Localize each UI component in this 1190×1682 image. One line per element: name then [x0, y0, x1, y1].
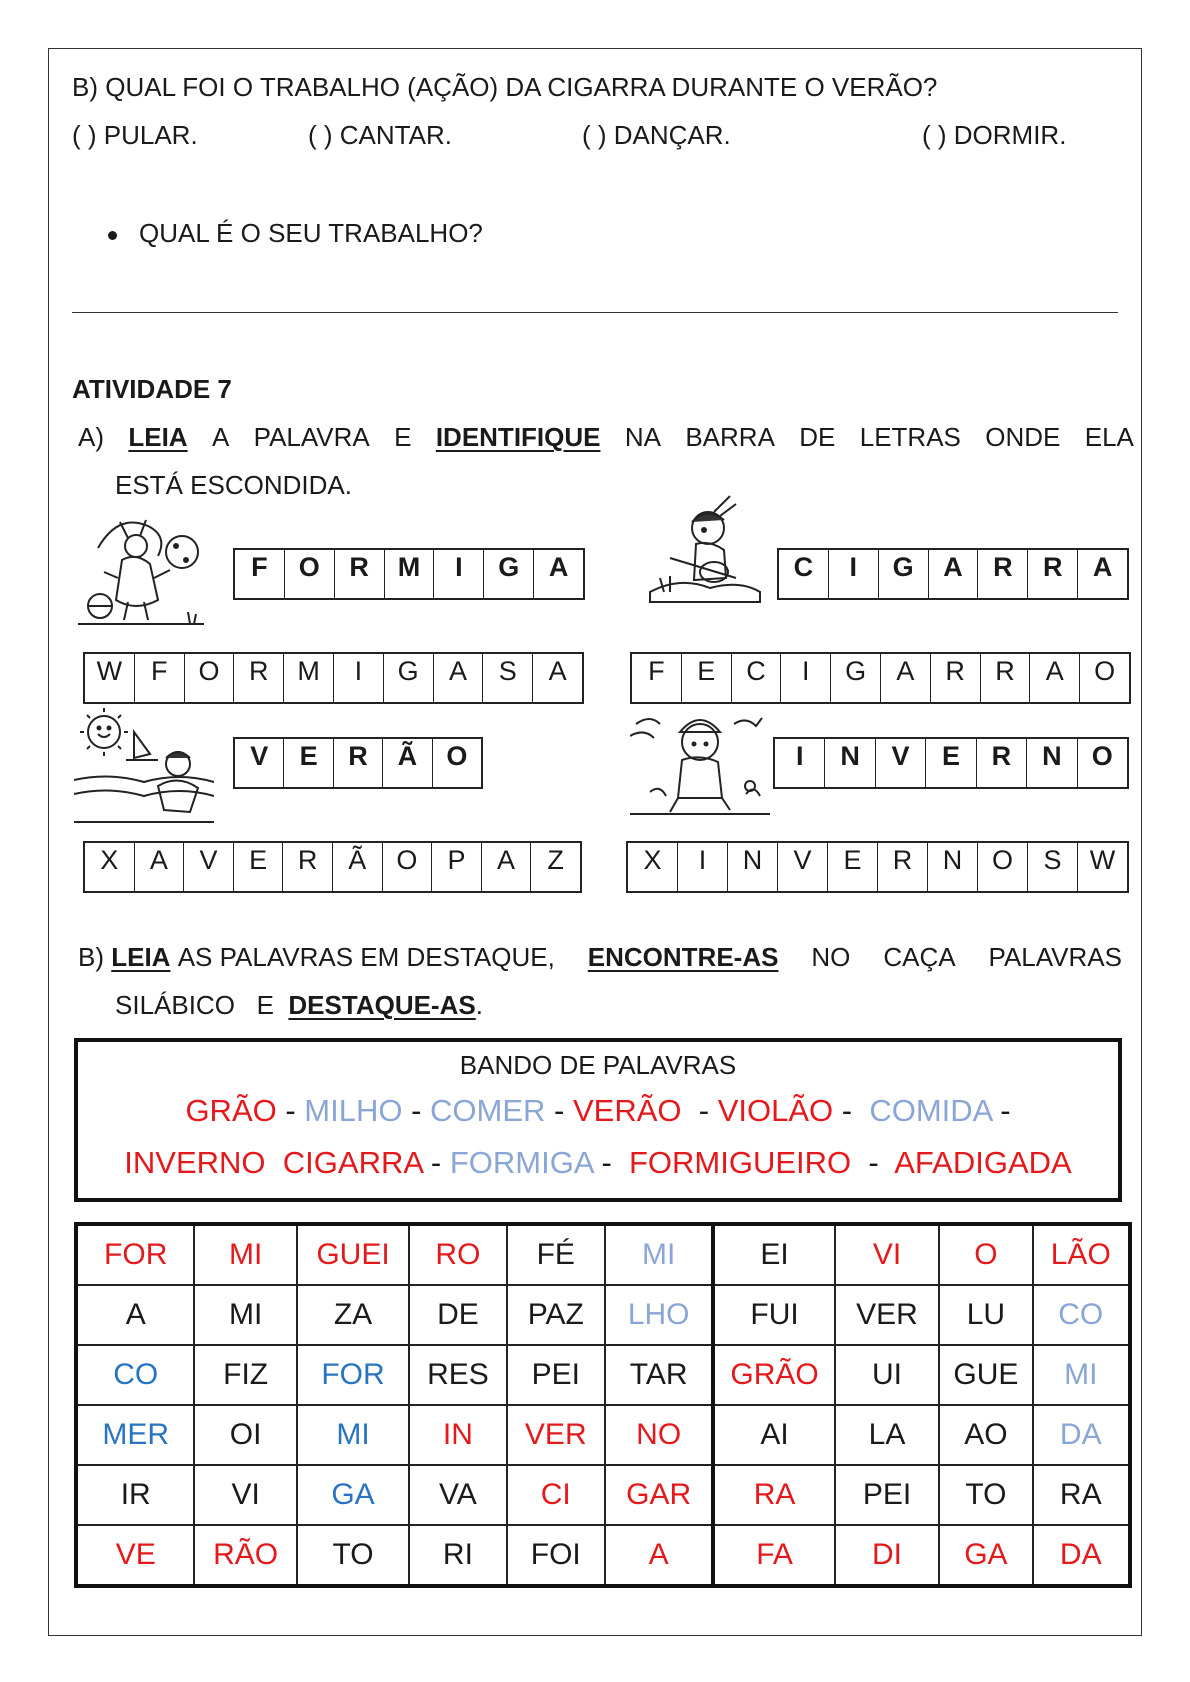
letter-cell[interactable]: O: [383, 843, 433, 891]
letter-cell[interactable]: A: [482, 843, 532, 891]
word: CAÇA: [883, 942, 956, 972]
syllable-cell[interactable]: GA: [297, 1465, 409, 1525]
syllable-cell[interactable]: VER: [835, 1285, 939, 1345]
syllable-cell[interactable]: CO: [1033, 1285, 1130, 1345]
separator: -: [422, 1145, 450, 1180]
bullet-question: [108, 218, 483, 248]
word-bank: [74, 1038, 1122, 1202]
syllable-cell[interactable]: NO: [605, 1405, 713, 1465]
syllable-grid: [74, 1222, 1132, 1588]
bank-word: MILHO: [304, 1093, 403, 1128]
syllable-cell[interactable]: FOI: [507, 1525, 605, 1586]
letter-box: G: [484, 550, 534, 598]
letter-cell[interactable]: O: [978, 843, 1028, 891]
letter-box: I: [829, 550, 879, 598]
letter-box: Ã: [383, 739, 432, 787]
letter-cell[interactable]: M: [284, 654, 334, 702]
syllable-cell[interactable]: MI: [605, 1224, 713, 1285]
cigarra-word-boxes: [777, 548, 1129, 600]
bullet-question-text: QUAL É O SEU TRABALHO?: [139, 218, 483, 248]
word: ONDE: [985, 422, 1061, 452]
syllable-cell[interactable]: AI: [713, 1405, 834, 1465]
part-a-line2: ESTÁ ESCONDIDA.: [115, 470, 352, 500]
question-b-title: B) QUAL FOI O TRABALHO (AÇÃO) DA CIGARRA DURANTE O VERÃO?: [72, 72, 938, 102]
separator: -: [681, 1093, 718, 1128]
syllable-cell[interactable]: GA: [939, 1525, 1032, 1586]
letter-cell[interactable]: V: [778, 843, 828, 891]
word: PALAVRA: [253, 422, 370, 452]
grid-row: [76, 1285, 1130, 1345]
letter-cell[interactable]: I: [678, 843, 728, 891]
letter-cell[interactable]: V: [184, 843, 234, 891]
syllable-cell[interactable]: DA: [1033, 1405, 1130, 1465]
letter-cell[interactable]: Z: [547, 845, 564, 875]
letter-box: R: [978, 550, 1028, 598]
bank-word: COMER: [430, 1093, 546, 1128]
inverno-word-boxes: [773, 737, 1129, 789]
letter-cell[interactable]: C: [732, 654, 782, 702]
letter-box: V: [876, 739, 926, 787]
winter-illustration: [630, 702, 770, 820]
syllable-cell[interactable]: DI: [835, 1525, 939, 1586]
activity-title: ATIVIDADE 7: [72, 374, 232, 404]
syllable-cell[interactable]: FÉ: [507, 1224, 605, 1285]
word: PALAVRAS: [988, 942, 1122, 972]
syllable-cell[interactable]: PAZ: [507, 1285, 605, 1345]
word: ELA: [1084, 422, 1134, 452]
syllable-cell[interactable]: UI: [835, 1345, 939, 1405]
option-dancar[interactable]: ( ) DANÇAR.: [582, 120, 731, 150]
letter-box: N: [825, 739, 875, 787]
letter-cell[interactable]: R: [234, 654, 284, 702]
letter-box: E: [284, 739, 333, 787]
letter-cell[interactable]: E: [234, 843, 284, 891]
letter-cell[interactable]: X: [85, 843, 135, 891]
separator: -: [402, 1093, 431, 1128]
letter-box: O: [446, 741, 468, 771]
syllable-cell[interactable]: CI: [507, 1465, 605, 1525]
verao-word-boxes: [233, 737, 483, 789]
word: SILÁBICO: [115, 990, 235, 1020]
letter-box: V: [235, 739, 284, 787]
syllable-cell[interactable]: ZA: [297, 1285, 409, 1345]
part-b-prefix-group: [78, 942, 555, 972]
syllable-cell[interactable]: GRÃO: [713, 1345, 834, 1405]
syllable-cell[interactable]: GUEI: [297, 1224, 409, 1285]
bank-word: FORMIGA: [449, 1145, 593, 1180]
letter-cell[interactable]: E: [828, 843, 878, 891]
syllable-cell[interactable]: VI: [194, 1465, 296, 1525]
part-a-instruction: [78, 422, 1134, 452]
option-dormir[interactable]: ( ) DORMIR.: [922, 120, 1067, 150]
letter-box: A: [929, 550, 979, 598]
syllable-cell[interactable]: TO: [939, 1465, 1032, 1525]
letter-cell[interactable]: R: [981, 654, 1031, 702]
letter-cell[interactable]: A: [434, 654, 484, 702]
syllable-cell[interactable]: OI: [194, 1405, 296, 1465]
letter-cell[interactable]: A: [135, 843, 185, 891]
syllable-cell[interactable]: RA: [713, 1465, 834, 1525]
cicada-illustration: [640, 492, 766, 604]
letter-box: I: [434, 550, 484, 598]
bank-word: FORMIGUEIRO: [629, 1145, 852, 1180]
bank-word: AFADIGADA: [894, 1145, 1072, 1180]
part-b-prefix: B): [78, 942, 104, 972]
verao-letter-bar: [83, 841, 582, 893]
syllable-cell[interactable]: RÃO: [194, 1525, 296, 1586]
syllable-cell[interactable]: VE: [76, 1525, 194, 1586]
text: AS PALAVRAS EM DESTAQUE,: [177, 942, 555, 972]
letter-box: N: [1027, 739, 1077, 787]
syllable-cell[interactable]: RO: [409, 1224, 506, 1285]
syllable-cell[interactable]: FOR: [297, 1345, 409, 1405]
letter-box: I: [775, 739, 825, 787]
syllable-cell[interactable]: DE: [409, 1285, 506, 1345]
separator: -: [991, 1093, 1011, 1128]
syllable-cell[interactable]: PEI: [835, 1465, 939, 1525]
syllable-cell[interactable]: MI: [297, 1405, 409, 1465]
syllable-cell[interactable]: DA: [1033, 1525, 1130, 1586]
letter-cell[interactable]: G: [831, 654, 881, 702]
word: DE: [799, 422, 836, 452]
letter-box: A: [1092, 552, 1113, 582]
syllable-cell[interactable]: LU: [939, 1285, 1032, 1345]
syllable-cell[interactable]: FIZ: [194, 1345, 296, 1405]
separator: -: [276, 1093, 305, 1128]
letter-cell[interactable]: A: [548, 656, 567, 686]
syllable-cell[interactable]: RES: [409, 1345, 506, 1405]
letter-cell[interactable]: Ã: [333, 843, 383, 891]
syllable-cell[interactable]: TO: [297, 1525, 409, 1586]
part-b-instruction: [78, 942, 1122, 972]
letter-box: G: [879, 550, 929, 598]
ant-illustration: [78, 508, 204, 626]
syllable-cell[interactable]: FA: [713, 1525, 834, 1586]
letter-box: A: [548, 552, 569, 582]
letter-cell[interactable]: F: [632, 654, 682, 702]
word-bank-row-1: [78, 1092, 1118, 1130]
leia-emphasis: LEIA: [111, 942, 171, 972]
syllable-cell[interactable]: LHO: [605, 1285, 713, 1345]
word: LETRAS: [859, 422, 961, 452]
grid-row: [76, 1405, 1130, 1465]
letter-cell[interactable]: X: [628, 843, 678, 891]
syllable-cell[interactable]: GAR: [605, 1465, 713, 1525]
letter-cell[interactable]: S: [483, 654, 533, 702]
leia-emphasis: LEIA: [128, 422, 188, 452]
bank-word: GRÃO: [185, 1093, 277, 1128]
letter-cell[interactable]: R: [283, 843, 333, 891]
letter-cell[interactable]: I: [781, 654, 831, 702]
bullet-icon: [108, 231, 117, 240]
letter-cell[interactable]: R: [931, 654, 981, 702]
syllable-cell[interactable]: A: [605, 1525, 713, 1586]
word: BARRA: [685, 422, 775, 452]
syllable-cell[interactable]: RI: [409, 1525, 506, 1586]
letter-cell[interactable]: N: [728, 843, 778, 891]
syllable-cell[interactable]: VI: [835, 1224, 939, 1285]
syllable-cell[interactable]: MI: [194, 1285, 296, 1345]
word-bank-row-2: [78, 1144, 1118, 1182]
letter-cell[interactable]: I: [334, 654, 384, 702]
letter-box: O: [1091, 741, 1113, 771]
syllable-cell[interactable]: VER: [507, 1405, 605, 1465]
word: NA: [624, 422, 661, 452]
letter-cell[interactable]: W: [85, 654, 135, 702]
syllable-cell[interactable]: IN: [409, 1405, 506, 1465]
part-a-prefix: A): [78, 422, 104, 452]
option-cantar[interactable]: ( ) CANTAR.: [308, 120, 452, 150]
syllable-cell[interactable]: A: [76, 1285, 194, 1345]
syllable-cell[interactable]: AO: [939, 1405, 1032, 1465]
syllable-cell[interactable]: RA: [1033, 1465, 1130, 1525]
syllable-cell[interactable]: CO: [76, 1345, 194, 1405]
separator: -: [833, 1093, 870, 1128]
separator: -: [851, 1145, 895, 1180]
syllable-cell[interactable]: EI: [713, 1224, 834, 1285]
separator: -: [545, 1093, 573, 1128]
letter-cell[interactable]: O: [185, 654, 235, 702]
grid-row: [76, 1224, 1130, 1285]
bank-word: INVERNO: [124, 1145, 266, 1180]
syllable-cell[interactable]: PEI: [507, 1345, 605, 1405]
syllable-cell[interactable]: MI: [1033, 1345, 1130, 1405]
separator: [266, 1145, 283, 1180]
letter-cell[interactable]: A: [1030, 654, 1080, 702]
letter-box: O: [285, 550, 335, 598]
bank-word: COMIDA: [869, 1093, 992, 1128]
grid-row: [76, 1345, 1130, 1405]
syllable-cell[interactable]: FOR: [76, 1224, 194, 1285]
summer-illustration: [74, 702, 214, 824]
letter-box: R: [334, 739, 383, 787]
bank-word: VIOLÃO: [717, 1093, 834, 1128]
letter-box: F: [235, 550, 285, 598]
word: E: [394, 422, 412, 452]
letter-box: R: [335, 550, 385, 598]
bank-word: VERÃO: [573, 1093, 682, 1128]
grid-row: [76, 1465, 1130, 1525]
letter-cell[interactable]: A: [881, 654, 931, 702]
formiga-letter-bar: [83, 652, 584, 704]
letter-box: R: [1028, 550, 1078, 598]
letter-cell[interactable]: G: [384, 654, 434, 702]
letter-box: E: [926, 739, 976, 787]
word-bank-title: BANDO DE PALAVRAS: [459, 1050, 737, 1080]
letter-cell[interactable]: F: [135, 654, 185, 702]
syllable-cell[interactable]: LA: [835, 1405, 939, 1465]
syllable-cell[interactable]: IR: [76, 1465, 194, 1525]
grid-row: [76, 1525, 1130, 1586]
letter-cell[interactable]: O: [1094, 656, 1116, 686]
inverno-letter-bar: [626, 841, 1129, 893]
syllable-cell[interactable]: TAR: [605, 1345, 713, 1405]
word: A: [211, 422, 230, 452]
syllable-cell[interactable]: MI: [194, 1224, 296, 1285]
syllable-cell[interactable]: FUI: [713, 1285, 834, 1345]
letter-cell[interactable]: W: [1089, 845, 1116, 875]
letter-cell[interactable]: R: [878, 843, 928, 891]
letter-box: R: [977, 739, 1027, 787]
identifique-emphasis: IDENTIFIQUE: [435, 422, 601, 452]
letter-box: M: [385, 550, 435, 598]
option-pular[interactable]: ( ) PULAR.: [72, 120, 198, 150]
bank-word: CIGARRA: [282, 1145, 423, 1180]
cigarra-letter-bar: [630, 652, 1131, 704]
formiga-word-boxes: [233, 548, 585, 600]
letter-cell[interactable]: P: [432, 843, 482, 891]
punctuation: .: [475, 990, 483, 1020]
syllable-cell[interactable]: VA: [409, 1465, 506, 1525]
syllable-cell[interactable]: O: [939, 1224, 1032, 1285]
word: NO: [811, 942, 851, 972]
letter-cell[interactable]: E: [682, 654, 732, 702]
word: E: [256, 990, 274, 1020]
separator: -: [592, 1145, 629, 1180]
letter-box: C: [779, 550, 829, 598]
syllable-cell[interactable]: GUE: [939, 1345, 1032, 1405]
answer-line[interactable]: [72, 312, 1118, 313]
syllable-cell[interactable]: MER: [76, 1405, 194, 1465]
letter-cell[interactable]: N: [928, 843, 978, 891]
syllable-cell[interactable]: LÃO: [1033, 1224, 1130, 1285]
letter-cell[interactable]: S: [1028, 843, 1078, 891]
encontre-emphasis: ENCONTRE-AS: [587, 942, 779, 972]
destaque-emphasis: DESTAQUE-AS: [288, 990, 476, 1020]
part-b-line2: [115, 990, 483, 1020]
